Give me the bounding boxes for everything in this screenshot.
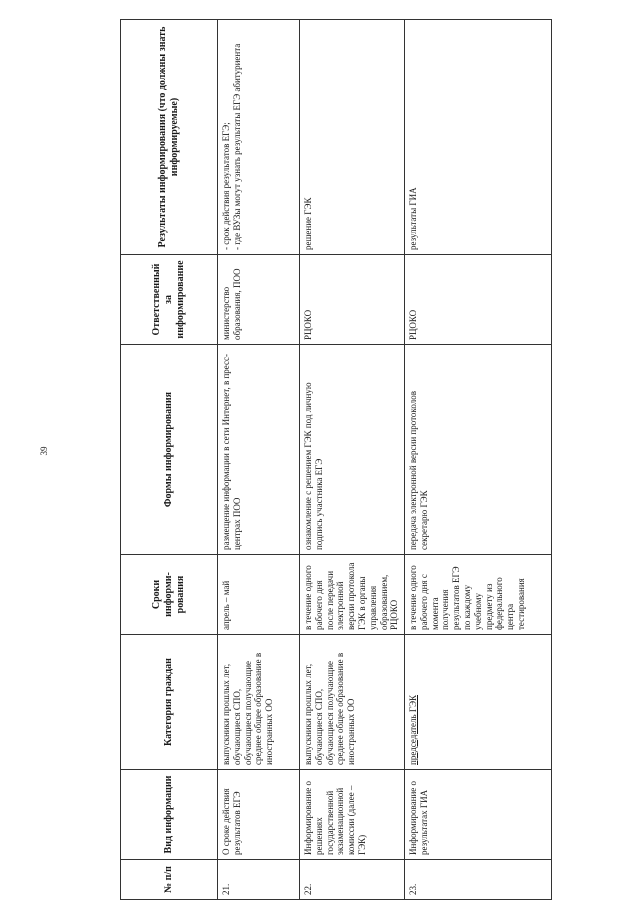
cell-results	[300, 20, 405, 255]
table-row	[300, 20, 405, 900]
cell-responsible: министерство образования, ПОО	[218, 255, 300, 345]
header-type: Вид информации	[121, 770, 218, 860]
result-line: - где ВУЗы могут узнать результаты ЕГЭ абитуриента	[231, 43, 242, 250]
cell-category: выпускники прошлых лет, обучающиеся СПО, обучающиеся получающие среднее общее образование в иностранных ОО	[218, 635, 300, 770]
result-line: результаты ГИА	[408, 187, 418, 250]
rotated-table-container	[120, 20, 600, 900]
cell-type: О сроке действия результатов ЕГЭ	[218, 770, 300, 860]
cell-num: 23.	[405, 860, 552, 900]
cell-results	[218, 20, 300, 255]
cell-results	[405, 20, 552, 255]
cell-terms: апрель – май	[218, 555, 300, 635]
cell-category: выпускники прошлых лет, обучающиеся СПО, обучающиеся получающие среднее общее образование в иностранных ОО	[300, 635, 405, 770]
cell-num: 21.	[218, 860, 300, 900]
table-header-row	[121, 20, 218, 900]
category-text: председатель ГЭК	[408, 694, 418, 765]
cell-forms: размещение информации в сети Интернет, в пресс-центрах ПОО	[218, 345, 300, 555]
cell-forms: ознакомление с решением ГЭК под личную подпись участника ЕГЭ	[300, 345, 405, 555]
cell-type: Информирование о результатах ГИА	[405, 770, 552, 860]
header-num: № п/п	[121, 860, 218, 900]
cell-responsible: РЦОКО	[405, 255, 552, 345]
header-category: Категория граждан	[121, 635, 218, 770]
cell-num: 22.	[300, 860, 405, 900]
cell-type: Информирование о решениях государственной экзаменационной комиссии (далее – ГЭК)	[300, 770, 405, 860]
header-results: Результаты информирования (что должны знать информируемые)	[121, 20, 218, 255]
header-terms: Сроки информи-рования	[121, 555, 218, 635]
information-table	[120, 19, 552, 900]
header-forms: Формы информирования	[121, 345, 218, 555]
page-number: 39	[39, 446, 49, 456]
result-line: решение ГЭК	[303, 197, 313, 250]
cell-forms: передача электронной версии протоколов секретарю ГЭК	[405, 345, 552, 555]
cell-category	[405, 635, 552, 770]
header-responsible: Ответственный за информирование	[121, 255, 218, 345]
cell-responsible: РЦОКО	[300, 255, 405, 345]
result-line: - срок действия результатов ЕГЭ;	[221, 122, 231, 250]
table-row	[218, 20, 300, 900]
cell-terms: в течение одного рабочего дня с момента получения результатов ЕГЭ по каждому учебному предмету из федерального центра тестирования	[405, 555, 552, 635]
cell-terms: в течение одного рабочего дня после передачи электронной версии протокола ГЭК в органы управления образованием, РЦОКО	[300, 555, 405, 635]
table-row	[405, 20, 552, 900]
